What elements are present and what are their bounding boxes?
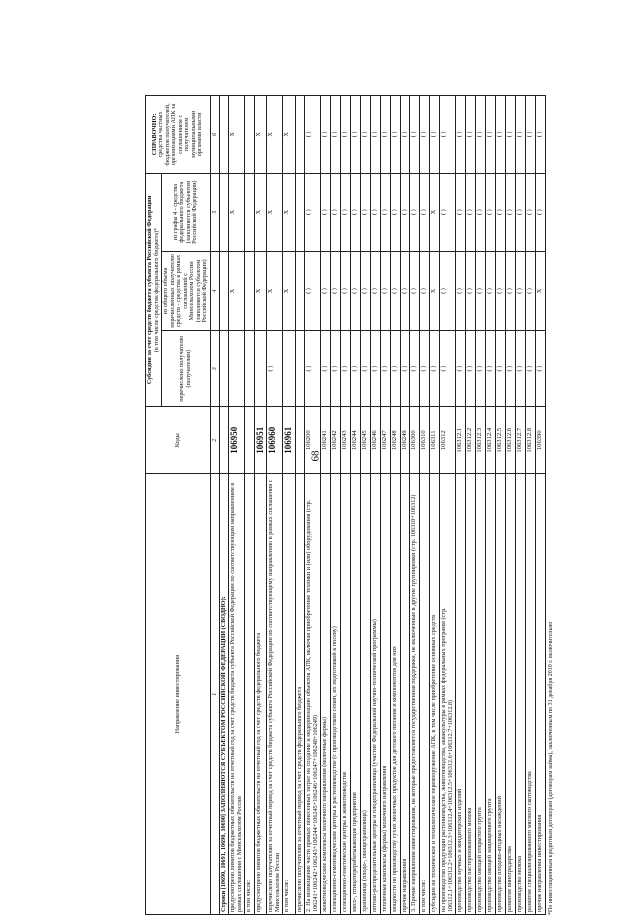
row-fed-share: X (283, 173, 295, 251)
row-direction: мясо-, птицеперерабатывающие предприятия (350, 474, 360, 915)
row-total-transfer: ( ) (305, 251, 321, 331)
row-code (295, 407, 305, 474)
table-row (295, 96, 305, 915)
row-total-transfer: ( ) (440, 251, 456, 331)
row-reference: ( ) (305, 96, 321, 174)
row-fed-share: ( ) (370, 173, 380, 251)
row-code: 106243 (341, 407, 351, 474)
row-direction: производство пастеризованного молока (466, 474, 476, 915)
row-total-transfer: X (283, 251, 295, 331)
row-reference: ( ) (420, 96, 430, 174)
row-code: 106310 (420, 407, 430, 474)
table-row (219, 96, 229, 915)
row-code (245, 407, 255, 474)
row-direction: производство плодово-ягодных насаждений (495, 474, 505, 915)
header-total-transfer: из общего объема перечисленных получателю средств - средства в рамках соглашений с Минсельхозом России (заполняется субъектом Российской Федерации) (162, 251, 211, 331)
row-reference: ( ) (466, 96, 476, 174)
row-transfer: ( ) (321, 331, 331, 407)
row-code: 106241 (321, 407, 331, 474)
row-reference: ( ) (350, 96, 360, 174)
row-fed-share: ( ) (390, 173, 400, 251)
row-code: 106312.5 (495, 407, 505, 474)
row-fed-share: X (267, 173, 283, 251)
row-total-transfer: ( ) (331, 251, 341, 331)
row-reference: ( ) (535, 96, 545, 174)
row-fed-share: ( ) (400, 173, 410, 251)
row-reference: ( ) (370, 96, 380, 174)
table-row (410, 96, 420, 915)
row-transfer (245, 331, 255, 407)
row-total-transfer (219, 251, 229, 331)
row-direction: селекционно-генетические центры в животноводстве (341, 474, 351, 915)
col-num: 1 (210, 474, 219, 915)
row-fed-share: ( ) (410, 173, 420, 251)
row-reference: ( ) (430, 96, 440, 174)
header-codes: Коды (146, 407, 211, 474)
row-direction: животноводческие комплексы молочного направления (молочные фермы) (321, 474, 331, 915)
table-row (430, 96, 440, 915)
row-total-transfer: ( ) (410, 251, 420, 331)
row-fed-share (295, 173, 305, 251)
column-numbers (210, 96, 219, 915)
row-total-transfer: ( ) (486, 251, 496, 331)
table-row (360, 96, 370, 915)
header-group (146, 173, 162, 406)
table-row (245, 96, 255, 915)
row-transfer: ( ) (486, 331, 496, 407)
row-fed-share: ( ) (525, 173, 535, 251)
col-num: 4 (210, 251, 219, 331)
row-total-transfer: ( ) (525, 251, 535, 331)
row-total-transfer: ( ) (495, 251, 505, 331)
row-code: 106312.6 (505, 407, 515, 474)
row-fed-share: ( ) (350, 173, 360, 251)
row-reference: ( ) (515, 96, 525, 174)
row-total-transfer: ( ) (456, 251, 466, 331)
row-reference: ( ) (440, 96, 456, 174)
row-code: 106312 (440, 407, 456, 474)
row-code (219, 407, 229, 474)
row-fed-share: ( ) (420, 173, 430, 251)
row-reference (295, 96, 305, 174)
header-fed-share: из графы 4 - средства федерального бюджета (заполняется субъектом Российской Федерации) (162, 173, 211, 251)
row-total-transfer: ( ) (420, 251, 430, 331)
header-direction: Направление инвестирования (146, 474, 211, 915)
header-reference (146, 96, 211, 174)
row-fed-share: ( ) (360, 173, 370, 251)
row-fed-share: ( ) (466, 173, 476, 251)
row-fed-share: X (229, 173, 245, 251)
footnote: *По инвестиционным кредитным договорам (договорам займа), заключенным по 31 декабря 2010 г. включительно (547, 621, 554, 915)
header-transfer: перечислено получателю (получателям) (162, 331, 211, 407)
row-total-transfer: ( ) (360, 251, 370, 331)
table-row (341, 96, 351, 915)
row-direction: тепличные комплексы (фермы) молочного направления (380, 474, 390, 915)
row-transfer (219, 331, 229, 407)
row-direction: субсидии на техническое и технологическое перевооружение АПК, в том числе приобретение основных средств (430, 474, 440, 915)
row-reference: ( ) (341, 96, 351, 174)
row-transfer: ( ) (515, 331, 525, 407)
row-transfer: ( ) (535, 331, 545, 407)
table-row (254, 96, 266, 915)
row-code: 106312.1 (456, 407, 466, 474)
table-row (370, 96, 380, 915)
row-fed-share: ( ) (321, 173, 331, 251)
row-direction: производство молока (515, 474, 525, 915)
row-reference: X (254, 96, 266, 174)
row-fed-share: ( ) (505, 173, 515, 251)
row-direction: производство мучных и кондитерских изделий (456, 474, 466, 915)
row-total-transfer: ( ) (341, 251, 351, 331)
row-transfer: ( ) (390, 331, 400, 407)
row-code: 106312.2 (466, 407, 476, 474)
row-code: 106244 (350, 407, 360, 474)
row-code: 106950 (229, 407, 245, 474)
row-fed-share: ( ) (515, 173, 525, 251)
row-direction: 3. Прочие направления инвестирования, на которые предоставляется государственная поддержка, не включенные в другие группировки (стр. 106310+106312) (410, 474, 420, 915)
row-reference: X (283, 96, 295, 174)
row-direction: предусмотрено лимитов бюджетных обязательств на отчетный год за счет средств бюджета субъекта Российской Федерации по соответствующим направлениям в рамках соглашения с Минсельхозом России (229, 474, 245, 915)
row-direction: 2. На возмещение части прямых понесенных затрат на создание и модернизацию объектов АПК, включая приобретение техники и (или) оборудования (стр. 106241+106242+106243+106244+106245+106246+106247+106248+106249) (305, 474, 321, 915)
row-total-transfer: X (254, 251, 266, 331)
row-direction: перечислено получателям за отчетный период за счет средств бюджета субъекта Российской Федерации по соответствующему направлению в рамках соглашения с Минсельхозом России (267, 474, 283, 915)
table-row (535, 96, 545, 915)
row-reference: ( ) (410, 96, 420, 174)
investment-table (145, 95, 546, 915)
row-fed-share: ( ) (456, 173, 466, 251)
table-row (350, 96, 360, 915)
row-total-transfer: ( ) (515, 251, 525, 331)
col-num: 2 (210, 407, 219, 474)
header-group-title: Субсидии за счет средств бюджета субъекта Российской Федерации (146, 195, 153, 385)
row-transfer: ( ) (350, 331, 360, 407)
row-total-transfer: X (229, 251, 245, 331)
row-total-transfer: ( ) (350, 251, 360, 331)
row-transfer (295, 331, 305, 407)
row-transfer: ( ) (525, 331, 535, 407)
document-sheet (145, 95, 640, 915)
row-fed-share (245, 173, 255, 251)
row-fed-share: ( ) (535, 173, 545, 251)
table-row (380, 96, 390, 915)
row-direction: перечислено получателям за отчетный период за счет средств федерального бюджета (295, 474, 305, 915)
row-fed-share: ( ) (440, 173, 456, 251)
row-total-transfer: X (430, 251, 440, 331)
table-row (305, 96, 321, 915)
table-row (440, 96, 456, 915)
row-total-transfer: ( ) (321, 251, 331, 331)
row-transfer: ( ) (440, 331, 456, 407)
table-row (229, 96, 245, 915)
row-transfer (254, 331, 266, 407)
row-reference: X (267, 96, 283, 174)
table-row (321, 96, 331, 915)
row-fed-share: X (254, 173, 266, 251)
row-transfer: ( ) (456, 331, 466, 407)
row-transfer: ( ) (267, 331, 283, 407)
table-row (525, 96, 535, 915)
row-transfer: ( ) (305, 331, 321, 407)
row-transfer: ( ) (360, 331, 370, 407)
row-code: 106245 (360, 407, 370, 474)
row-code: 106246 (370, 407, 380, 474)
col-num: 6 (210, 96, 219, 174)
row-reference: ( ) (525, 96, 535, 174)
row-transfer: ( ) (495, 331, 505, 407)
row-reference: ( ) (331, 96, 341, 174)
row-direction: селекционно-семеноводческие центры в растениеводстве (с производством семян, их подготовкой к посеву) (331, 474, 341, 915)
row-direction: развитие специализированного мясного скотоводства (525, 474, 535, 915)
row-total-transfer: ( ) (466, 251, 476, 331)
row-reference: ( ) (321, 96, 331, 174)
row-code: 106961 (283, 407, 295, 474)
row-transfer: ( ) (410, 331, 420, 407)
row-direction: прочие направления инвестирования (535, 474, 545, 915)
row-fed-share: ( ) (331, 173, 341, 251)
row-transfer: ( ) (430, 331, 440, 407)
row-total-transfer: X (535, 251, 545, 331)
row-total-transfer: ( ) (476, 251, 486, 331)
row-fed-share: X (430, 173, 440, 251)
header-ref-title: СПРАВОЧНО: (150, 113, 158, 156)
row-transfer: ( ) (420, 331, 430, 407)
row-total-transfer (245, 251, 255, 331)
page-number: 68 (309, 450, 322, 462)
row-code: 106247 (380, 407, 390, 474)
row-total-transfer: ( ) (390, 251, 400, 331)
header-group-sub: (в том числе средства федерального бюджета)* (152, 227, 160, 353)
table-row (283, 96, 295, 915)
table-row (505, 96, 515, 915)
row-total-transfer (295, 251, 305, 331)
row-reference: X (229, 96, 245, 174)
row-code: 106951 (254, 407, 266, 474)
row-total-transfer: ( ) (380, 251, 390, 331)
row-direction: в том числе: (283, 474, 295, 915)
table-row (390, 96, 400, 915)
row-total-transfer: ( ) (400, 251, 410, 331)
row-fed-share: ( ) (495, 173, 505, 251)
row-reference: ( ) (390, 96, 400, 174)
row-reference (245, 96, 255, 174)
table-row (420, 96, 430, 915)
row-fed-share: ( ) (476, 173, 486, 251)
row-reference: ( ) (456, 96, 466, 174)
row-transfer: ( ) (466, 331, 476, 407)
row-code: 106311 (430, 407, 440, 474)
row-total-transfer: X (267, 251, 283, 331)
row-reference: ( ) (476, 96, 486, 174)
row-code: 106200 (305, 407, 321, 474)
row-fed-share: ( ) (341, 173, 351, 251)
row-code: 106960 (267, 407, 283, 474)
table-row (495, 96, 505, 915)
row-transfer: ( ) (341, 331, 351, 407)
row-fed-share (219, 173, 229, 251)
row-fed-share: ( ) (305, 173, 321, 251)
row-direction: прочие направления (400, 474, 410, 915)
row-reference: ( ) (486, 96, 496, 174)
row-total-transfer: ( ) (505, 251, 515, 331)
row-transfer: ( ) (380, 331, 390, 407)
col-num: 3 (210, 331, 219, 407)
row-transfer: ( ) (370, 331, 380, 407)
row-transfer (283, 331, 295, 407)
table-row (486, 96, 496, 915)
row-direction: производство овощей защищенного грунта (486, 474, 496, 915)
row-transfer (229, 331, 245, 407)
row-code: 106242 (331, 407, 341, 474)
row-reference (219, 96, 229, 174)
row-direction: на производство продукции растениеводства, животноводства, аквакультуры в рамках федеральных программ (стр. 106312.1+106312.2+106312.3+106312.4+106312.5+106312.6+106312.7+106312.8) (440, 474, 456, 915)
col-num: 5 (210, 173, 219, 251)
row-direction: в том числе: (420, 474, 430, 915)
table-row (267, 96, 283, 915)
row-direction: в том числе: (245, 474, 255, 915)
row-transfer: ( ) (400, 331, 410, 407)
row-code: 106390 (535, 407, 545, 474)
table-row (400, 96, 410, 915)
row-code: 106312.7 (515, 407, 525, 474)
row-fed-share: ( ) (380, 173, 390, 251)
header-ref-text: средства частных бюджетов получателей, организациями АПК за соглашением с получателем муниципальными органами власти (157, 103, 204, 166)
table-row (331, 96, 341, 915)
row-code: 106300 (410, 407, 420, 474)
row-direction: предусмотрено лимитов бюджетных обязательств на отчетный год за счет средств федерального бюджета (254, 474, 266, 915)
row-code: 106248 (390, 407, 400, 474)
row-reference: ( ) (495, 96, 505, 174)
table-row (476, 96, 486, 915)
row-direction: развитие виноградарства (505, 474, 515, 915)
row-reference: ( ) (505, 96, 515, 174)
table-row (466, 96, 476, 915)
row-reference: ( ) (400, 96, 410, 174)
row-reference: ( ) (380, 96, 390, 174)
row-reference: ( ) (360, 96, 370, 174)
row-code: 106312.8 (525, 407, 535, 474)
row-transfer: ( ) (331, 331, 341, 407)
row-code: 106249 (400, 407, 410, 474)
table-row (456, 96, 466, 915)
row-direction: оптово-распределительные центры и плодохранилища (участие Федеральной научно-технической программы) (370, 474, 380, 915)
row-direction: производство овощей открытого грунта (476, 474, 486, 915)
row-direction: хранилища (плодо-, овощехранилища) (360, 474, 370, 915)
row-transfer: ( ) (505, 331, 515, 407)
row-code: 106312.3 (476, 407, 486, 474)
row-transfer: ( ) (476, 331, 486, 407)
row-direction: мощности по производству сухих молочных продуктов для детского питания и компонентов для них (390, 474, 400, 915)
row-code: 106312.4 (486, 407, 496, 474)
row-direction: Строки [10690, 10691, 10690, 10690] ЗАПОЛНЯЮТСЯ СУБЪЕКТОМ РОССИЙСКОЙ ФЕДЕРАЦИИ (СВОДНО): (219, 474, 229, 915)
table-row (515, 96, 525, 915)
row-total-transfer: ( ) (370, 251, 380, 331)
row-fed-share: ( ) (486, 173, 496, 251)
